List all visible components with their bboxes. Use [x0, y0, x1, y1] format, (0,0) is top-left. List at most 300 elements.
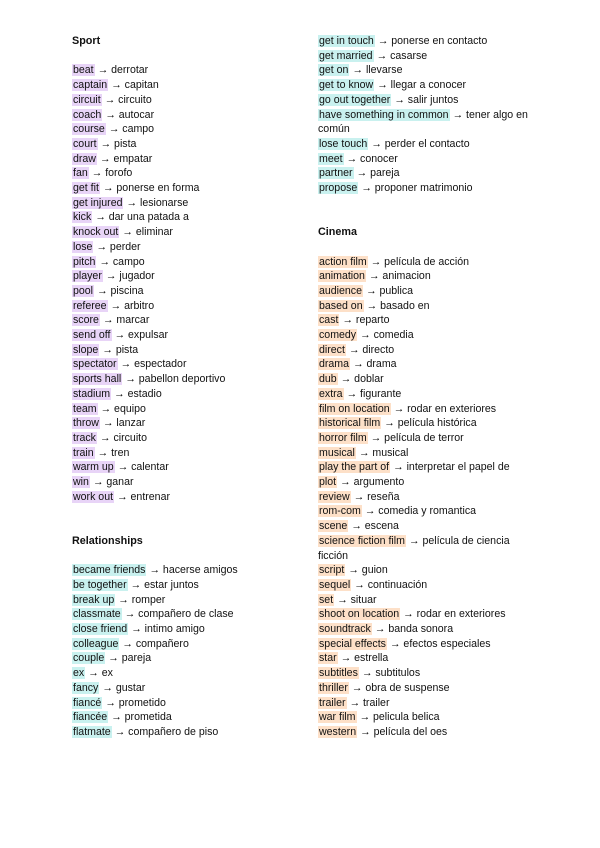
vocab-entry — [72, 710, 297, 725]
vocab-term: knock out — [73, 226, 119, 239]
vocab-entry — [72, 122, 297, 137]
vocab-translation: arbitro — [124, 299, 155, 312]
arrow-icon: → — [374, 35, 392, 47]
vocab-translation: perder el contacto — [384, 137, 470, 150]
vocab-translation: situar — [350, 593, 377, 606]
vocab-translation: argumento — [353, 476, 405, 489]
vocab-term: special effects — [319, 637, 386, 650]
vocab-entry — [72, 651, 297, 666]
arrow-icon: → — [363, 284, 380, 297]
arrow-icon: → — [89, 476, 107, 489]
vocab-term: slope — [73, 343, 99, 356]
arrow-icon: → — [367, 431, 385, 444]
arrow-icon: → — [123, 196, 140, 209]
vocab-entry — [318, 402, 530, 417]
vocab-entry — [318, 416, 530, 431]
vocab-translation: jugador — [119, 270, 155, 283]
vocab-entry — [72, 93, 297, 108]
vocab-translation: compañero de piso — [128, 725, 219, 738]
arrow-icon: → — [99, 314, 117, 327]
arrow-icon: → — [88, 167, 106, 180]
vocab-entry — [72, 269, 297, 284]
vocab-term: score — [73, 314, 99, 327]
vocab-term: direct — [319, 343, 345, 356]
vocab-term: soundtrack — [319, 623, 371, 636]
vocab-translation: estrella — [354, 652, 389, 665]
vocab-translation: continuación — [367, 578, 428, 591]
vocab-term: horror film — [319, 431, 367, 444]
arrow-icon: → — [381, 417, 398, 430]
arrow-icon: → — [101, 93, 119, 106]
vocab-term: science fiction film — [319, 534, 405, 547]
vocab-term: script — [319, 564, 345, 577]
vocab-term: partner — [319, 167, 353, 180]
vocab-term: western — [319, 726, 357, 738]
arrow-icon: → — [114, 461, 132, 474]
vocab-translation: campo — [112, 255, 145, 268]
vocab-term: get to know — [319, 79, 374, 92]
vocab-translation: rodar en exteriores — [416, 608, 506, 621]
vocab-translation: publica — [379, 284, 414, 297]
vocab-translation: trailer — [362, 696, 390, 709]
vocab-entry — [318, 696, 530, 711]
arrow-icon: → — [94, 284, 111, 297]
vocab-term: draw — [73, 152, 96, 165]
vocab-translation: tener algo en común — [318, 108, 528, 136]
vocab-entry — [72, 607, 297, 622]
vocab-translation: pelicula belica — [372, 711, 440, 724]
vocab-entry — [318, 152, 530, 167]
arrow-icon: → — [339, 314, 356, 327]
vocab-entry — [318, 328, 530, 343]
vocab-entry — [72, 666, 297, 681]
vocab-translation: hacerse amigos — [162, 564, 238, 577]
arrow-icon: → — [111, 387, 128, 400]
vocab-entry — [72, 593, 297, 608]
vocab-translation: romper — [131, 593, 166, 606]
vocab-translation: banda sonora — [388, 623, 454, 636]
sport-vocab-list — [72, 63, 297, 504]
vocab-entry — [318, 710, 530, 725]
vocab-term: circuit — [73, 93, 101, 106]
left-column — [72, 34, 297, 740]
vocab-translation: reseña — [367, 490, 400, 503]
arrow-icon: → — [343, 152, 361, 165]
arrow-icon: → — [94, 446, 112, 459]
vocab-entry — [318, 563, 530, 578]
arrow-icon: → — [345, 343, 363, 356]
vocab-entry — [318, 49, 530, 64]
vocab-entry — [318, 387, 530, 402]
arrow-icon: → — [357, 329, 374, 342]
arrow-icon: → — [337, 652, 355, 665]
vocab-translation: equipo — [114, 402, 146, 415]
vocab-entry — [318, 313, 530, 328]
vocab-term: set — [319, 593, 334, 606]
vocab-entry — [72, 725, 297, 740]
vocab-translation: gustar — [115, 681, 146, 694]
vocab-term: stadium — [73, 387, 111, 400]
arrow-icon: → — [99, 343, 116, 356]
vocab-entry — [318, 137, 530, 152]
vocab-term: plot — [319, 476, 337, 489]
vocab-term: lose — [73, 240, 93, 253]
vocab-translation: empatar — [113, 152, 153, 165]
vocab-entry — [318, 534, 530, 563]
vocab-entry — [72, 284, 297, 299]
arrow-icon: → — [365, 270, 383, 283]
vocab-term: get married — [319, 49, 373, 62]
vocab-term: go out together — [319, 93, 391, 106]
vocab-term: musical — [319, 446, 355, 459]
vocab-translation: lanzar — [116, 417, 146, 430]
vocab-translation: animacion — [382, 270, 431, 283]
vocab-term: thriller — [319, 681, 348, 694]
vocab-term: have something in common — [319, 108, 449, 121]
vocab-term: get injured — [73, 196, 123, 209]
arrow-icon: → — [356, 711, 373, 724]
arrow-icon: → — [94, 64, 112, 77]
vocab-term: referee — [73, 299, 107, 312]
vocab-entry — [318, 108, 530, 137]
vocab-translation: calentar — [131, 461, 169, 474]
arrow-icon: → — [85, 667, 102, 680]
vocab-translation: figurante — [360, 387, 402, 400]
arrow-icon: → — [96, 431, 114, 444]
spacer — [72, 519, 297, 534]
vocab-translation: película del oes — [373, 726, 448, 738]
arrow-icon: → — [357, 726, 374, 738]
section-title-sport: Sport — [72, 35, 101, 47]
arrow-icon: → — [348, 520, 365, 533]
vocab-term: team — [73, 402, 97, 415]
vocab-translation: dar una patada a — [108, 211, 189, 224]
vocab-translation: conocer — [360, 152, 398, 165]
arrow-icon: → — [374, 79, 391, 92]
vocab-translation: estar juntos — [144, 578, 199, 591]
vocab-entry — [318, 593, 530, 608]
arrow-icon: → — [361, 505, 379, 518]
vocab-translation: pabellon deportivo — [138, 373, 226, 386]
vocab-translation: piscina — [110, 284, 144, 297]
arrow-icon: → — [371, 623, 389, 636]
vocab-term: colleague — [73, 637, 119, 650]
relationships-vocab-list — [72, 563, 297, 739]
arrow-icon: → — [367, 255, 385, 268]
vocab-term: trailer — [319, 696, 346, 709]
arrow-icon: → — [368, 137, 385, 150]
vocab-translation: expulsar — [128, 329, 169, 342]
arrow-icon: → — [96, 255, 113, 268]
vocab-term: court — [73, 137, 97, 150]
vocab-translation: espectador — [134, 358, 187, 371]
arrow-icon: → — [96, 152, 114, 165]
vocab-term: beat — [73, 64, 94, 77]
vocab-translation: compañero — [135, 637, 189, 650]
vocab-entry — [318, 519, 530, 534]
vocab-entry — [72, 181, 297, 196]
arrow-icon: → — [348, 681, 366, 694]
arrow-icon: → — [93, 240, 110, 253]
vocab-entry — [72, 637, 297, 652]
vocab-term: classmate — [73, 608, 121, 621]
vocab-entry — [318, 475, 530, 490]
vocab-entry — [318, 666, 530, 681]
vocab-entry — [318, 63, 530, 78]
vocab-term: sequel — [319, 578, 351, 591]
vocab-entry — [318, 284, 530, 299]
vocab-term: fancy — [73, 681, 99, 694]
section-title-relationships: Relationships — [72, 534, 143, 547]
arrow-icon: → — [353, 167, 371, 180]
vocab-translation: ex — [101, 667, 113, 680]
vocab-translation: prometida — [124, 711, 172, 724]
vocab-translation: forofo — [105, 167, 133, 180]
vocab-translation: eliminar — [135, 226, 173, 239]
vocab-entry — [72, 431, 297, 446]
spacer — [318, 196, 530, 211]
vocab-translation: comedia — [373, 329, 414, 342]
vocab-translation: ponerse en forma — [116, 182, 200, 195]
vocab-term: captain — [73, 79, 108, 92]
arrow-icon: → — [105, 123, 123, 136]
vocab-entry — [72, 475, 297, 490]
arrow-icon: → — [350, 490, 368, 503]
vocab-translation: musical — [372, 446, 409, 459]
vocab-translation: ganar — [106, 476, 134, 489]
vocab-translation: directo — [362, 343, 395, 356]
vocab-term: win — [73, 476, 89, 489]
arrow-icon: → — [349, 64, 366, 77]
arrow-icon: → — [386, 637, 404, 650]
vocab-entry — [72, 622, 297, 637]
vocab-term: throw — [73, 417, 99, 430]
vocab-term: based on — [319, 299, 363, 312]
arrow-icon: → — [115, 593, 132, 606]
spacer — [318, 210, 530, 225]
vocab-term: ex — [73, 667, 85, 680]
vocab-translation: proponer matrimonio — [374, 182, 473, 195]
vocab-term: train — [73, 446, 94, 459]
vocab-translation: guion — [361, 564, 388, 577]
vocab-entry — [318, 622, 530, 637]
vocab-term: historical film — [319, 417, 381, 430]
arrow-icon: → — [337, 373, 355, 386]
vocab-entry — [72, 416, 297, 431]
vocab-translation: efectos especiales — [403, 637, 491, 650]
arrow-icon: → — [346, 696, 363, 709]
arrow-icon: → — [105, 652, 122, 665]
vocab-entry — [72, 328, 297, 343]
arrow-icon: → — [108, 79, 125, 92]
vocab-term: get fit — [73, 182, 99, 195]
arrow-icon: → — [390, 402, 408, 415]
vocab-entry — [72, 681, 297, 696]
vocab-translation: película de ciencia ficción — [318, 534, 510, 562]
vocab-translation: reparto — [355, 314, 390, 327]
vocab-term: became friends — [73, 564, 146, 577]
vocab-term: fan — [73, 167, 88, 180]
vocab-entry — [72, 196, 297, 211]
vocab-term: pool — [73, 284, 94, 297]
spacer — [72, 549, 297, 564]
vocab-entry — [318, 357, 530, 372]
vocab-entry — [72, 387, 297, 402]
vocab-term: rom-com — [319, 505, 361, 518]
vocab-translation: pista — [115, 343, 139, 356]
vocab-translation: ponerse en contacto — [391, 35, 488, 47]
vocab-translation: subtitulos — [375, 667, 421, 680]
vocab-term: shoot on location — [319, 608, 400, 621]
vocab-translation: capitan — [124, 79, 159, 92]
arrow-icon: → — [99, 681, 116, 694]
vocab-term: drama — [319, 358, 350, 371]
arrow-icon: → — [97, 402, 115, 415]
vocab-entry — [72, 166, 297, 181]
vocab-term: sports hall — [73, 373, 122, 386]
vocab-term: cast — [319, 314, 339, 327]
arrow-icon: → — [99, 182, 117, 195]
arrow-icon: → — [102, 108, 119, 121]
vocab-translation: estadio — [127, 387, 162, 400]
arrow-icon: → — [358, 182, 375, 195]
vocab-entry — [318, 166, 530, 181]
vocab-entry — [318, 78, 530, 93]
arrow-icon: → — [358, 667, 376, 680]
vocab-term: subtitles — [319, 667, 358, 680]
arrow-icon: → — [119, 637, 136, 650]
vocab-term: fiancée — [73, 711, 108, 724]
arrow-icon: → — [351, 578, 368, 591]
arrow-icon: → — [350, 358, 367, 371]
right-column — [318, 34, 530, 740]
vocab-term: extra — [319, 387, 343, 400]
vocab-term: break up — [73, 593, 115, 606]
vocab-translation: llegar a conocer — [390, 79, 467, 92]
vocab-entry — [318, 181, 530, 196]
vocab-entry — [72, 696, 297, 711]
vocab-translation: obra de suspense — [365, 681, 450, 694]
arrow-icon: → — [119, 226, 136, 239]
vocab-term: action film — [319, 255, 367, 268]
vocab-term: get in touch — [319, 35, 374, 47]
vocab-translation: película de terror — [384, 431, 464, 444]
vocab-term: course — [73, 123, 105, 136]
vocab-entry — [72, 210, 297, 225]
vocab-translation: derrotar — [111, 64, 149, 77]
vocab-translation: pareja — [121, 652, 152, 665]
relationships-vocab-list-continued — [318, 34, 530, 196]
vocab-translation: tren — [111, 446, 130, 459]
vocab-entry — [318, 651, 530, 666]
vocab-term: be together — [73, 578, 127, 591]
arrow-icon: → — [390, 461, 407, 474]
arrow-icon: → — [400, 608, 417, 621]
vocab-term: film on location — [319, 402, 390, 415]
vocab-translation: intimo amigo — [144, 623, 205, 636]
vocab-entry — [72, 108, 297, 123]
vocab-entry — [72, 357, 297, 372]
vocab-translation: interpretar el papel de — [406, 461, 510, 474]
vocab-entry — [72, 563, 297, 578]
vocab-translation: drama — [366, 358, 397, 371]
arrow-icon: → — [334, 593, 351, 606]
vocab-translation: circuito — [118, 93, 152, 106]
vocab-translation: pareja — [370, 167, 400, 180]
vocab-entry — [72, 343, 297, 358]
arrow-icon: → — [117, 358, 135, 371]
vocab-translation: campo — [122, 123, 155, 136]
vocab-translation: pista — [114, 137, 137, 150]
vocab-entry — [72, 225, 297, 240]
arrow-icon: → — [355, 446, 373, 459]
arrow-icon: → — [102, 696, 119, 709]
arrow-icon: → — [449, 108, 467, 121]
arrow-icon: → — [146, 564, 163, 577]
vocab-entry — [318, 299, 530, 314]
spacer — [72, 504, 297, 519]
vocab-entry — [72, 78, 297, 93]
vocab-entry — [72, 446, 297, 461]
vocab-entry — [318, 681, 530, 696]
arrow-icon: → — [405, 534, 423, 547]
arrow-icon: → — [122, 373, 139, 386]
spacer — [318, 240, 530, 255]
vocab-entry — [318, 725, 530, 740]
vocab-entry — [72, 63, 297, 78]
vocab-term: coach — [73, 108, 102, 121]
vocab-translation: perder — [109, 240, 141, 253]
section-title-cinema: Cinema — [318, 226, 358, 239]
arrow-icon: → — [107, 299, 125, 312]
vocab-translation: basado en — [380, 299, 430, 312]
arrow-icon: → — [102, 270, 120, 283]
vocab-term: warm up — [73, 461, 114, 474]
arrow-icon: → — [92, 211, 109, 224]
vocab-term: couple — [73, 652, 105, 665]
vocab-entry — [318, 446, 530, 461]
vocab-entry — [318, 504, 530, 519]
arrow-icon: → — [108, 711, 125, 724]
vocab-entry — [72, 578, 297, 593]
vocab-term: get on — [319, 64, 349, 77]
arrow-icon: → — [99, 417, 117, 430]
vocab-entry — [318, 269, 530, 284]
vocab-entry — [318, 93, 530, 108]
vocab-entry — [72, 460, 297, 475]
arrow-icon: → — [121, 608, 139, 621]
vocab-translation: escena — [364, 520, 399, 533]
vocab-entry — [72, 240, 297, 255]
vocab-term: star — [319, 652, 337, 665]
vocab-term: scene — [319, 520, 348, 533]
vocab-term: propose — [319, 182, 358, 195]
vocab-term: fiancé — [73, 696, 102, 709]
arrow-icon: → — [111, 725, 129, 738]
vocab-translation: comedia y romantica — [378, 505, 477, 518]
vocab-term: review — [319, 490, 350, 503]
vocab-term: send off — [73, 329, 111, 342]
vocab-term: war film — [319, 711, 356, 724]
vocab-translation: compañero de clase — [138, 608, 234, 621]
vocab-entry — [72, 255, 297, 270]
vocab-term: close friend — [73, 623, 128, 636]
vocab-term: flatmate — [73, 725, 111, 738]
vocab-translation: salir juntos — [407, 93, 459, 106]
vocab-translation: casarse — [390, 49, 428, 62]
arrow-icon: → — [337, 476, 354, 489]
vocab-translation: lesionarse — [139, 196, 189, 209]
